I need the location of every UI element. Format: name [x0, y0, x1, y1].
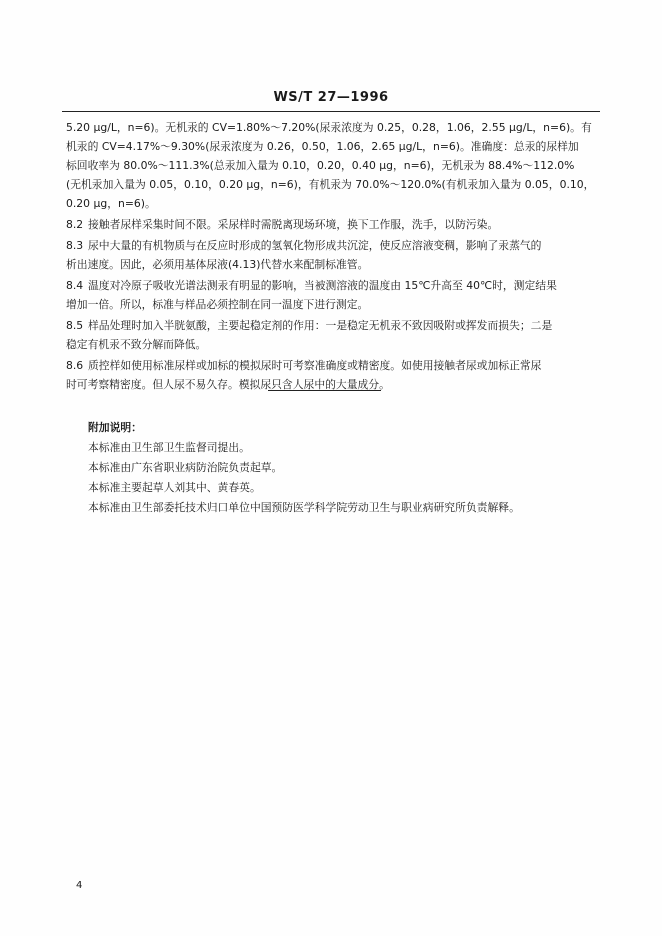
text-line: 0.20 μg，n=6)。: [66, 197, 156, 210]
text-line: 标回收率为 80.0%～111.3%(总汞加入量为 0.10，0.20，0.40 μg，n=6)，无机汞为 88.4%～112.0%: [66, 159, 575, 172]
text-line: 温度对冷原子吸收光谱法测汞有明显的影响，当被测溶液的温度由 15℃升高至 40℃时，测定结果: [88, 279, 557, 292]
text-line: (无机汞加入量为 0.05，0.10，0.20 μg，n=6)，有机汞为 70.0%～120.0%(有机汞加入量为 0.05，0.10，: [66, 178, 595, 191]
notes-title: 附加说明：: [88, 421, 142, 434]
text-line: 稳定有机汞不致分解而降低。: [66, 338, 207, 351]
note-item: 本标准由广东省职业病防治院负责起草。: [88, 461, 283, 474]
section-8-3: [66, 236, 596, 274]
text-line: 机汞的 CV=4.17%～9.30%(尿汞浓度为 0.26，0.50，1.06，2.65 μg/L，n=6)。准确度：总汞的尿样加: [66, 140, 579, 153]
text-line: 接触者尿样采集时间不限。采尿样时需脱离现场环境，换下工作服，洗手，以防污染。: [88, 218, 499, 231]
section-number: 8.6: [66, 359, 84, 372]
continuation-paragraph: [66, 118, 596, 213]
text-line: 析出速度。因此，必须用基体尿液(4.13)代替水来配制标准管。: [66, 258, 369, 271]
note-item: 本标准主要起草人刘其中、黄春英。: [88, 481, 261, 494]
body-text: [66, 118, 596, 394]
section-8-5: [66, 316, 596, 354]
section-number: 8.4: [66, 279, 84, 292]
text-line: 样品处理时加入半胱氨酸，主要起稳定剂的作用：一是稳定无机汞不致因吸附或挥发而损失；二是: [88, 319, 553, 332]
header-rule: [62, 111, 600, 112]
text-line: 时可考察精密度。但人尿不易久存。模拟尿只含人尿中的大量成分。: [66, 378, 390, 391]
section-number: 8.2: [66, 218, 84, 231]
note-item: 本标准由卫生部委托技术归口单位中国预防医学科学院劳动卫生与职业病研究所负责解释。: [88, 501, 520, 514]
text-line: 5.20 μg/L，n=6)。无机汞的 CV=1.80%～7.20%(尿汞浓度为 0.25，0.28，1.06，2.55 μg/L，n=6)。有: [66, 121, 592, 134]
text-line: 质控样如使用标准尿样或加标的模拟尿时可考察准确度或精密度。如使用接触者尿或加标正常尿: [88, 359, 542, 372]
end-separator-rule: [268, 390, 381, 391]
page-number: 4: [76, 880, 83, 891]
additional-notes: [88, 418, 608, 518]
section-8-6: [66, 356, 596, 394]
note-item: 本标准由卫生部卫生监督司提出。: [88, 441, 250, 454]
text-line: 尿中大量的有机物质与在反应时形成的氢氧化物形成共沉淀，使反应溶液变稠，影响了汞蒸气的: [88, 239, 542, 252]
section-number: 8.5: [66, 319, 84, 332]
standard-number-header: WS/T 27—1996: [273, 90, 389, 105]
section-number: 8.3: [66, 239, 84, 252]
section-8-4: [66, 276, 596, 314]
section-8-2: [66, 215, 596, 234]
text-line: 增加一倍。所以，标准与样品必须控制在同一温度下进行测定。: [66, 298, 369, 311]
